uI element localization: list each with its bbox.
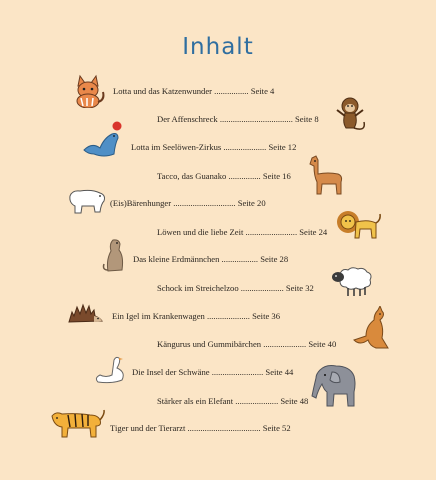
- lion-icon: [334, 208, 382, 242]
- toc-entry-12[interactable]: Stärker als ein Elefant .................... Seite 48: [157, 396, 309, 406]
- toc-entry-6[interactable]: Löwen und die liebe Zeit ........................ Seite 24: [157, 227, 328, 237]
- kangaroo-icon: [352, 306, 392, 352]
- toc-entry-3[interactable]: Lotta im Seelöwen-Zirkus .................... Seite 12: [131, 142, 297, 152]
- toc-entry-4[interactable]: Tacco, das Guanako ............... Seite 16: [157, 171, 291, 181]
- toc-entry-11[interactable]: Die Insel der Schwäne ........................ Seite 44: [132, 367, 294, 377]
- hedgehog-icon: [66, 302, 104, 326]
- sea-lion-icon: [82, 120, 128, 160]
- toc-entry-2[interactable]: Der Affenschreck .................................. Seite 8: [157, 114, 319, 124]
- meerkat-icon: [100, 236, 130, 276]
- elephant-icon: [310, 362, 360, 410]
- guanaco-icon: [306, 154, 346, 196]
- toc-entry-1[interactable]: Lotta und das Katzenwunder ................ Seite 4: [113, 86, 275, 96]
- toc-entry-10[interactable]: Kängurus und Gummibärchen .................... Seite 40: [157, 339, 337, 349]
- monkey-icon: [334, 96, 370, 136]
- toc-entry-9[interactable]: Ein Igel im Krankenwagen .................... Seite 36: [112, 311, 281, 321]
- sheep-icon: [330, 264, 374, 298]
- swan-icon: [92, 354, 128, 386]
- toc-entry-7[interactable]: Das kleine Erdmännchen ................. Seite 28: [133, 254, 289, 264]
- tiger-icon: [48, 408, 106, 440]
- cat-icon: [70, 72, 106, 108]
- toc-entry-5[interactable]: (Eis)Bärenhunger ............................. Seite 20: [110, 198, 266, 208]
- polar-bear-icon: [66, 186, 108, 216]
- toc-entry-8[interactable]: Schock im Streichelzoo .................... Seite 32: [157, 283, 314, 293]
- page-title: Inhalt: [182, 34, 254, 60]
- toc-entry-13[interactable]: Tiger und der Tierarzt .................................. Seite 52: [110, 423, 291, 433]
